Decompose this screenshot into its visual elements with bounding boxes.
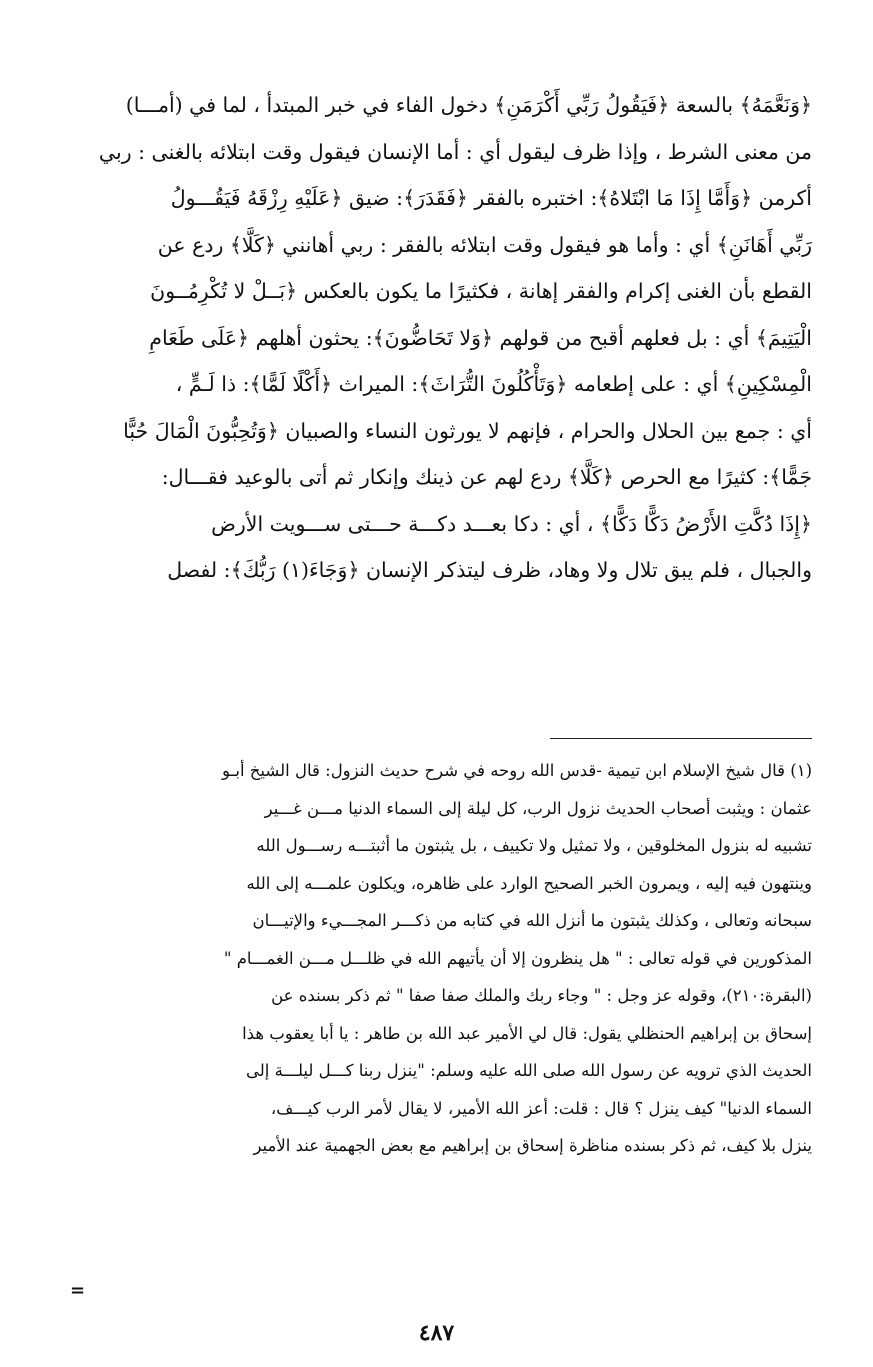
page-number: ٤٨٧ bbox=[418, 1320, 455, 1346]
main-text-line: ﴿إِذَا دُكَّتِ الأَرْضُ دَكًّا دَكًّا﴾ ، أي : دكا بعـــد دكـــة حـــتى ســـويت الأرض bbox=[211, 511, 812, 536]
main-text-line: رَبِّي أَهَانَنِ﴾ أي : وأما هو فيقول وقت ابتلائه بالفقر : ربي أهانني ﴿كَلَّا﴾ ردع عن bbox=[157, 232, 812, 257]
footnote-line: السماء الدنيا" كيف ينزل ؟ قال : قلت: أعز الله الأمير، لا يقال لأمر الرب كيـــف، bbox=[270, 1098, 812, 1118]
main-text-line: الْيَتِيمَ﴾ أي : بل فعلهم أقبح من قولهم ﴿وَلا تَحَاضُّونَ﴾: يحثون أهلهم ﴿عَلَى طَعَامِ bbox=[149, 325, 812, 350]
main-text-line: أكرمن ﴿وَأَمَّا إِذَا مَا ابْتَلاهُ﴾: اختبره بالفقر ﴿فَقَدَرَ﴾: ضيق ﴿عَلَيْهِ رِزْقَهُ فَيَقُـــولُ bbox=[170, 186, 812, 210]
footnote-line: ينزل بلا كيف، ثم ذكر بسنده مناظرة إسحاق بن إبراهيم مع بعض الجهمية عند الأمير bbox=[253, 1136, 812, 1155]
footnote-line: الحديث الذي ترويه عن رسول الله صلى الله عليه وسلم: "ينزل ربنا كـــل ليلـــة إلى bbox=[246, 1061, 812, 1080]
main-text-line: من معنى الشرط ، وإذا ظرف ليقول أي : أما الإنسان فيقول وقت ابتلائه بالغنى : ربي bbox=[98, 139, 812, 164]
main-text-block bbox=[72, 82, 812, 594]
footnote-line: (البقرة:٢١٠)، وقوله عز وجل : " وجاء ربك والملك صفا صفا " ثم ذكر بسنده عن bbox=[271, 986, 812, 1005]
main-text-line: القطع بأن الغنى إكرام والفقر إهانة ، فكثيرًا ما يكون بالعكس ﴿بَــلْ لا تُكْرِمُــونَ bbox=[150, 279, 812, 303]
main-text-line: جَمًّا﴾: كثيرًا مع الحرص ﴿كَلَّا﴾ ردع لهم عن ذينك وإنكار ثم أتى بالوعيد فقـــال: bbox=[161, 465, 812, 489]
continuation-mark: = bbox=[70, 1280, 86, 1301]
footnote-line: المذكورين في قوله تعالى : " هل ينظرون إلا أن يأتيهم الله في ظلـــل مـــن الغمـــام " bbox=[223, 948, 812, 968]
footnote-line: عثمان : ويثبت أصحاب الحديث نزول الرب، كل ليلة إلى السماء الدنيا مـــن غـــير bbox=[264, 798, 812, 818]
footnote-line: إسحاق بن إبراهيم الحنظلي يقول: قال لي الأمير عبد الله بن طاهر : يا أبا يعقوب هذا bbox=[242, 1023, 812, 1043]
main-text-line: والجبال ، فلم يبق تلال ولا وهاد، ظرف ليتذكر الإنسان ﴿وَجَاءَ(١) رَبُّكَ﴾: لفصل bbox=[167, 558, 812, 582]
main-text-line: ﴿وَنَعَّمَهُ﴾ بالسعة ﴿فَيَقُولُ رَبِّي أَكْرَمَنِ﴾ دخول الفاء في خبر المبتدأ ، لما في (أمـــا) bbox=[125, 93, 812, 117]
main-text-line: الْمِسْكِينِ﴾ أي : على إطعامه ﴿وَتَأْكُلُونَ التُّرَاثَ﴾: الميراث ﴿أَكْلًا لَمًّا﴾: ذا لَـمٍّ ، bbox=[175, 372, 812, 396]
footnote-line: (١) قال شيخ الإسلام ابن تيمية -قدس الله روحه في شرح حديث النزول: قال الشيخ أبـو bbox=[222, 761, 812, 780]
footnote-line: وينتهون فيه إليه ، ويمرون الخبر الصحيح الوارد على ظاهره، ويكلون علمـــه إلى الله bbox=[246, 873, 812, 893]
main-text-line: أي : جمع بين الحلال والحرام ، فإنهم لا يورثون النساء والصبيان ﴿وَتُحِبُّونَ الْمَالَ حُبًّا bbox=[123, 418, 812, 443]
footnote-divider bbox=[550, 738, 812, 739]
footnotes-block bbox=[68, 752, 812, 1165]
footnote-line: تشبيه له بنزول المخلوقين ، ولا تمثيل ولا تكييف ، بل يثبتون ما أثبتـــه رســـول الله bbox=[256, 836, 812, 855]
footnote-line: سبحانه وتعالى ، وكذلك يثبتون ما أنزل الله في كتابه من ذكـــر المجـــيء والإتيـــان bbox=[252, 911, 812, 930]
